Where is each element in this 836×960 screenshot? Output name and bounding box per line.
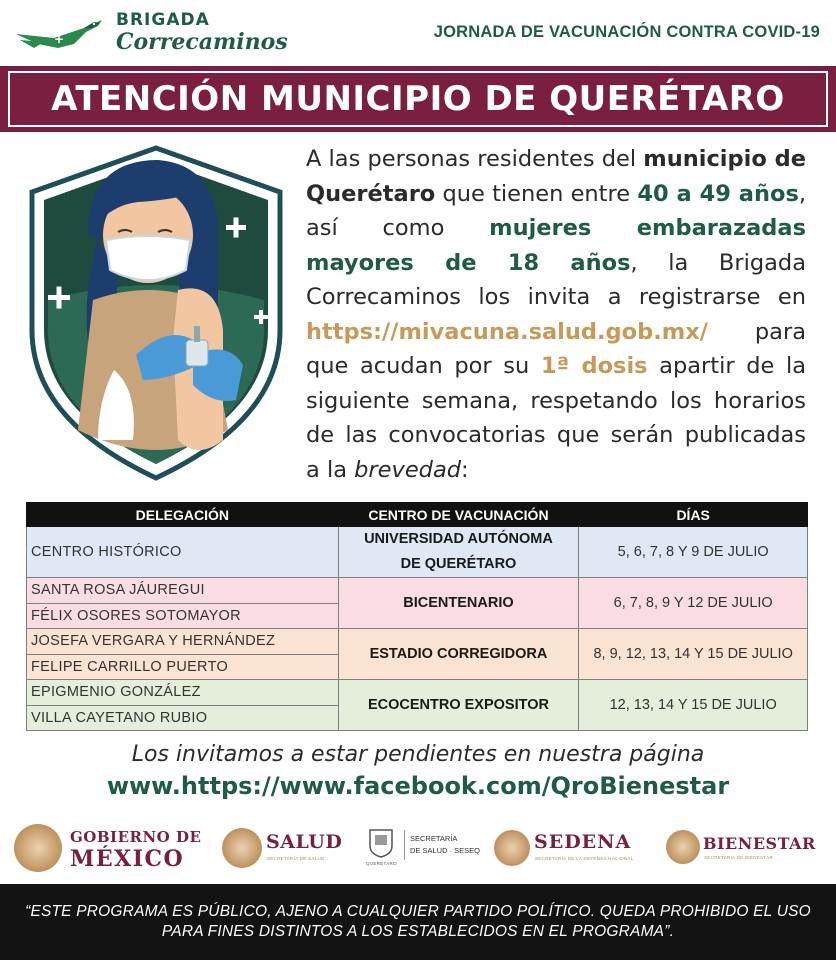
message-text: : [461,456,469,483]
salud-seal-icon [222,828,262,868]
announcement-banner [0,66,836,132]
table-row [27,629,808,655]
salud-logo-text: SALUD [266,831,343,853]
message-text: A las personas residentes del [306,146,644,172]
institution-logos [0,816,836,886]
logo-divider [404,830,405,860]
salud-logo-sub: SECRETARÍA DE SALUD [267,856,325,861]
center-cell: BICENTENARIO [338,578,579,629]
message-text: , la Brigada Correcaminos los invita a registrarse en [306,249,806,310]
days-cell: 6, 7, 8, 9 Y 12 DE JULIO [579,578,808,629]
days-cell: 8, 9, 12, 13, 14 Y 15 DE JULIO [579,629,808,680]
delegacion-cell: VILLA CAYETANO RUBIO [27,705,339,731]
column-header: DELEGACIÓN [27,503,339,527]
vaccination-schedule-table [26,502,808,731]
sedena-logo-sub: SECRETARÍA DE LA DEFENSA NACIONAL [535,856,634,861]
facebook-link[interactable]: www.https://www.facebook.com/QroBienestar [106,772,730,800]
column-header: DÍAS [579,503,808,527]
sedena-logo-text: SEDENA [534,831,632,853]
bienestar-logo-text: BIENESTAR [703,834,816,853]
brand-name-bottom: Correcaminos [116,29,288,55]
queretaro-logo-sub: QUERÉTARO [366,861,397,866]
center-cell: ESTADIO CORREGIDORA [338,629,579,680]
first-dose-highlight: 1ª dosis [540,353,648,379]
invitation-message [306,142,806,487]
brevedad-emphasis: brevedad [354,456,462,483]
delegacion-cell: FELIPE CARRILLO PUERTO [27,654,339,680]
table-row [27,527,808,578]
column-header: CENTRO DE VACUNACIÓN [338,503,579,527]
pregnant-women-highlight: mujeres embarazadas mayores de 18 años [306,215,806,276]
days-cell: 12, 13, 14 Y 15 DE JULIO [579,680,808,731]
queretaro-shield-icon [368,828,394,858]
gobierno-logo-line1: GOBIERNO DE [70,828,202,846]
municipio-highlight: municipio de Querétaro [306,146,806,207]
age-range-highlight: 40 a 49 años [637,180,799,207]
table-row [27,578,808,604]
roadrunner-logo-icon [14,14,106,54]
invite-text: Los invitamos a estar pendientes en nuestra página [131,742,705,767]
header [0,0,836,66]
registration-url-link[interactable]: https://mivacuna.salud.gob.mx/ [306,318,708,345]
delegacion-cell: CENTRO HISTÓRICO [27,527,339,578]
center-name-line: UNIVERSIDAD AUTÓNOMA [364,531,553,547]
table-row [27,680,808,706]
banner-title: ATENCIÓN MUNICIPIO DE QUERÉTARO [51,79,785,119]
center-name-line: DE QUERÉTARO [400,556,517,572]
message-text: apartir de la siguiente semana, respetando los horarios de las convocatorias que serán publicadas a la [306,353,806,483]
delegacion-cell: JOSEFA VERGARA Y HERNÁNDEZ [27,629,339,655]
center-cell [338,527,579,578]
mexico-coat-of-arms-icon [14,824,62,872]
campaign-title: JORNADA DE VACUNACIÓN CONTRA COVID-19 [433,23,820,41]
table-header-row [27,503,808,527]
delegacion-cell: FÉLIX OSORES SOTOMAYOR [27,603,339,629]
delegacion-cell: SANTA ROSA JÁUREGUI [27,578,339,604]
bienestar-logo-sub: SECRETARÍA DE BIENESTAR [704,855,773,860]
gobierno-logo-line2: MÉXICO [70,846,185,872]
bienestar-seal-icon [666,830,700,864]
sedena-seal-icon [494,830,530,866]
days-cell: 5, 6, 7, 8 Y 9 DE JULIO [579,527,808,578]
seseq-logo-line2: DE SALUD · SESEQ [410,846,481,855]
vaccination-illustration [18,140,294,485]
message-text: para que acudan por su [306,318,806,379]
delegacion-cell: EPIGMENIO GONZÁLEZ [27,680,339,706]
center-cell: ECOCENTRO EXPOSITOR [338,680,579,731]
message-text: , así como [306,180,807,241]
brand-name-top: BRIGADA [116,10,210,30]
legal-disclaimer: “ESTE PROGRAMA ES PÚBLICO, AJENO A CUALQUIER PARTIDO POLÍTICO. QUEDA PROHIBIDO EL USO PARA FINES DISTINTOS A LOS ESTABLECIDOS EN EL PROGRAMA”. [25,903,811,940]
message-text: que tienen entre [435,180,638,207]
legal-footer [0,884,836,960]
seseq-logo-line1: SECRETARÍA [410,834,458,843]
svg-text:+: + [54,32,65,46]
